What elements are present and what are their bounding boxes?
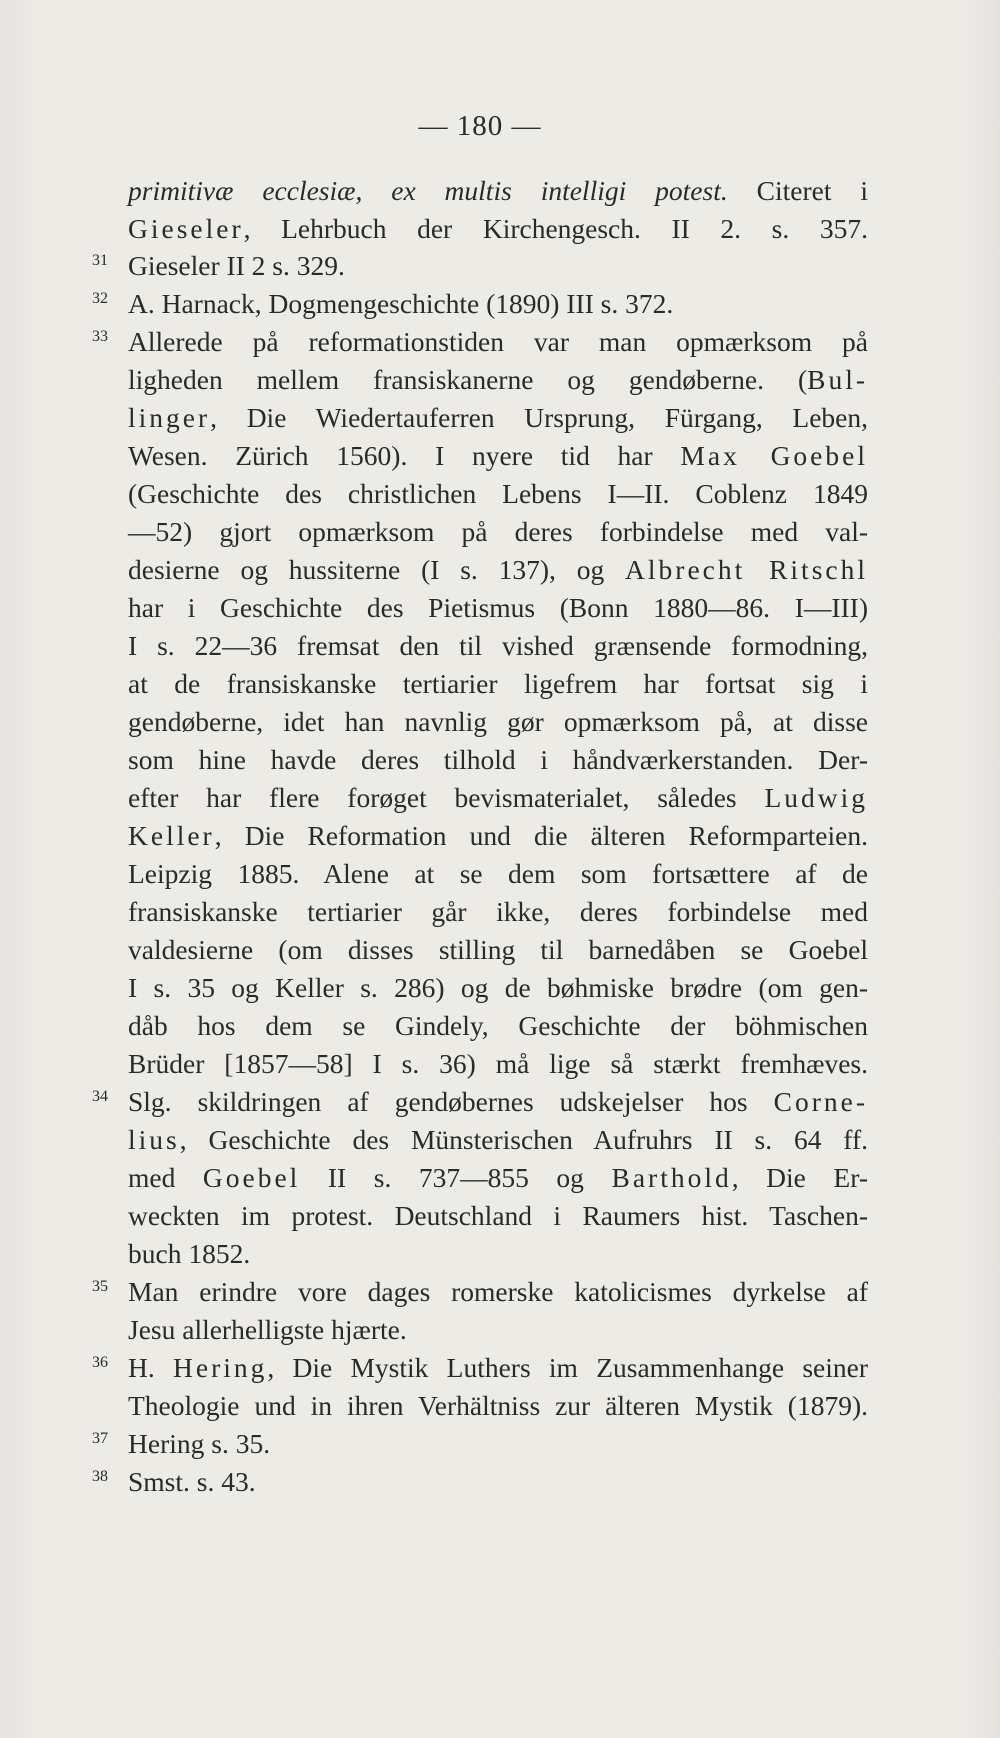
spaced-name: Hering bbox=[173, 1352, 268, 1383]
text-segment: Theologie und in ihren Verhältniss zur älteren Mystik (1879). bbox=[128, 1390, 868, 1421]
text-segment: —52) gjort opmærksom på deres forbindelse med val- bbox=[128, 516, 868, 547]
footnote-number: 33 bbox=[92, 328, 108, 345]
text-line bbox=[128, 971, 868, 1005]
text-segment: , Die Wiedertauferren Ursprung, Fürgang, Leben, bbox=[210, 402, 868, 433]
text-segment: , Geschichte des Münsterischen Aufruhrs II s. 64 ff. bbox=[179, 1124, 868, 1155]
text-line bbox=[128, 249, 868, 283]
text-segment: , Die Mystik Luthers im Zusammenhange seiner bbox=[267, 1352, 868, 1383]
text-segment: weckten im protest. Deutschland i Raumers hist. Taschen- bbox=[128, 1200, 868, 1231]
footnote-number: 35 bbox=[92, 1278, 108, 1295]
text-segment: har i Geschichte des Pietismus (Bonn 1880—86. I—III) bbox=[128, 592, 868, 623]
page-number: — 180 — bbox=[418, 110, 542, 142]
text-line bbox=[128, 591, 868, 625]
text-line bbox=[128, 515, 868, 549]
spaced-name: Albrecht Ritschl bbox=[625, 554, 868, 585]
footnote-number: 36 bbox=[92, 1354, 108, 1371]
text-line bbox=[128, 363, 868, 397]
spaced-name: Gieseler bbox=[128, 213, 244, 244]
text-line bbox=[128, 325, 868, 359]
text-segment: II s. 737—855 og bbox=[300, 1162, 612, 1193]
text-line bbox=[128, 1123, 868, 1157]
text-line bbox=[128, 857, 868, 891]
spaced-name: Bul- bbox=[807, 364, 868, 395]
text-line bbox=[128, 212, 868, 246]
spaced-name: Barthold bbox=[611, 1162, 732, 1193]
text-segment: Wesen. Zürich 1560). I nyere tid har bbox=[128, 440, 681, 471]
text-line bbox=[128, 287, 868, 321]
text-line bbox=[128, 477, 868, 511]
text-segment: A. Harnack, Dogmengeschichte (1890) III s. 372. bbox=[128, 288, 674, 319]
spaced-name: lius bbox=[128, 1124, 180, 1155]
text-segment: Citeret i bbox=[727, 175, 868, 206]
text-segment: Slg. skildringen af gendøbernes udskejelser hos bbox=[128, 1086, 774, 1117]
text-line bbox=[128, 1009, 868, 1043]
text-segment: Man erindre vore dages romerske katolicismes dyrkelse af bbox=[128, 1276, 868, 1307]
spaced-name: Max Goebel bbox=[680, 440, 868, 471]
text-line bbox=[128, 933, 868, 967]
spaced-name: Ludwig bbox=[764, 782, 868, 813]
text-segment: Jesu allerhelligste hjærte. bbox=[128, 1314, 407, 1345]
text-segment: valdesierne (om disses stilling til barnedåben se Goebel bbox=[128, 934, 868, 965]
text-segment: ligheden mellem fransiskanerne og gendøberne. ( bbox=[128, 364, 808, 395]
text-line bbox=[128, 895, 868, 929]
text-line bbox=[128, 439, 868, 473]
text-segment: som hine havde deres tilhold i håndværkerstanden. Der- bbox=[128, 744, 868, 775]
text-segment: Smst. s. 43. bbox=[128, 1466, 256, 1497]
text-line bbox=[128, 1389, 868, 1423]
text-segment: I s. 35 og Keller s. 286) og de bøhmiske brødre (om gen- bbox=[128, 972, 868, 1003]
footnote-number: 38 bbox=[92, 1468, 108, 1485]
text-line bbox=[128, 1199, 868, 1233]
text-segment: H. bbox=[128, 1352, 173, 1383]
text-line bbox=[128, 174, 868, 208]
footnote-number: 34 bbox=[92, 1088, 108, 1105]
spaced-name: Corne- bbox=[773, 1086, 868, 1117]
latin-quote: primitivæ ecclesiæ, ex multis intelligi potest. bbox=[128, 175, 728, 206]
text-segment: I s. 22—36 fremsat den til vished grænsende formodning, bbox=[128, 630, 868, 661]
footnote-number: 31 bbox=[92, 252, 108, 269]
text-line bbox=[128, 1275, 868, 1309]
text-segment: Hering s. 35. bbox=[128, 1428, 271, 1459]
text-segment: Leipzig 1885. Alene at se dem som fortsættere af de bbox=[128, 858, 868, 889]
text-segment: gendøberne, idet han navnlig gør opmærksom på, at disse bbox=[128, 706, 868, 737]
text-line bbox=[128, 629, 868, 663]
footnote-number: 37 bbox=[92, 1430, 108, 1447]
text-segment: desierne og hussiterne (I s. 137), og bbox=[128, 554, 626, 585]
text-line bbox=[128, 781, 868, 815]
text-line bbox=[128, 705, 868, 739]
text-line bbox=[128, 1351, 868, 1385]
text-line bbox=[128, 1085, 868, 1119]
text-line bbox=[128, 743, 868, 777]
text-segment: Brüder [1857—58] I s. 36) må lige så stærkt fremhæves. bbox=[128, 1048, 868, 1079]
text-segment: buch 1852. bbox=[128, 1238, 251, 1269]
text-line bbox=[128, 401, 868, 435]
text-segment: at de fransiskanske tertiarier ligefrem har fortsat sig i bbox=[128, 668, 868, 699]
text-segment: Gieseler II 2 s. 329. bbox=[128, 250, 345, 281]
text-segment: , Die Reformation und die älteren Reformparteien. bbox=[214, 820, 868, 851]
text-line bbox=[128, 1313, 868, 1347]
text-line bbox=[128, 1161, 868, 1195]
text-segment: efter har flere forøget bevismaterialet, således bbox=[128, 782, 765, 813]
text-segment: , Lehrbuch der Kirchengesch. II 2. s. 357. bbox=[243, 213, 868, 244]
text-line bbox=[128, 819, 868, 853]
text-segment: med bbox=[128, 1162, 203, 1193]
text-segment: Allerede på reformationstiden var man opmærksom på bbox=[128, 326, 868, 357]
text-line bbox=[128, 1427, 868, 1461]
text-line bbox=[128, 667, 868, 701]
text-line bbox=[128, 1237, 868, 1271]
text-line bbox=[128, 1047, 868, 1081]
text-segment: , Die Er- bbox=[731, 1162, 868, 1193]
spaced-name: Goebel bbox=[202, 1162, 301, 1193]
spaced-name: linger bbox=[128, 402, 211, 433]
text-segment: (Geschichte des christlichen Lebens I—II. Coblenz 1849 bbox=[128, 478, 868, 509]
text-line bbox=[128, 553, 868, 587]
text-segment: fransiskanske tertiarier går ikke, deres forbindelse med bbox=[128, 896, 868, 927]
spaced-name: Keller bbox=[128, 820, 215, 851]
footnote-number: 32 bbox=[92, 290, 108, 307]
text-segment: dåb hos dem se Gindely, Geschichte der böhmischen bbox=[128, 1010, 868, 1041]
text-line bbox=[128, 1465, 868, 1499]
